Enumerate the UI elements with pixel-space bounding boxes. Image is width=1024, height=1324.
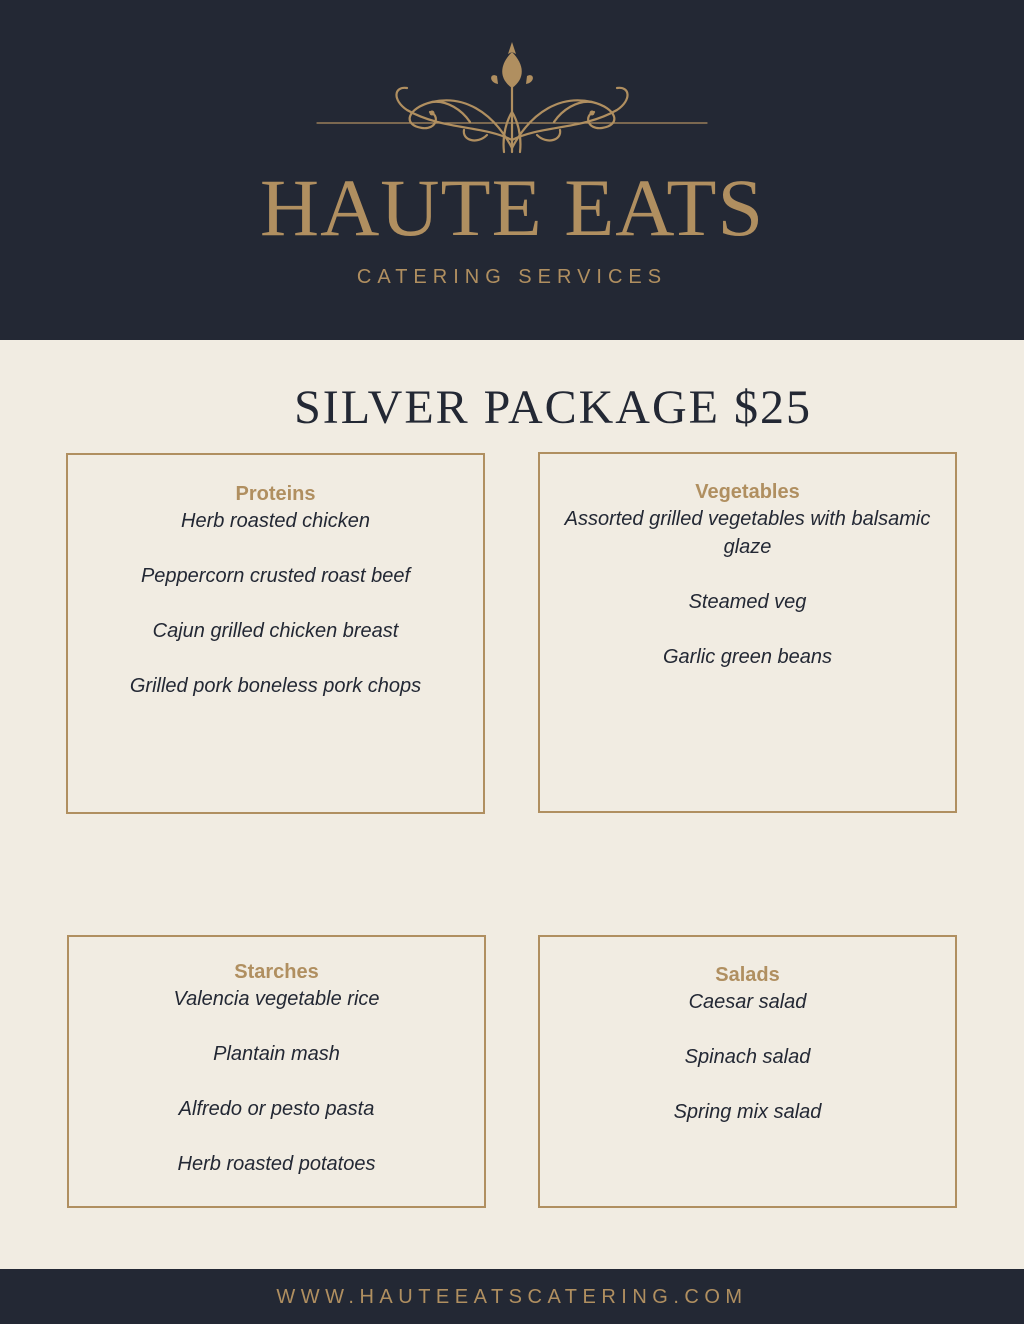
section-heading: Proteins <box>235 483 316 505</box>
menu-item: Grilled pork boneless pork chops <box>129 675 422 697</box>
menu-list <box>540 505 955 671</box>
starches-section <box>67 935 486 1208</box>
menu-item: Cajun grilled chicken breast <box>152 620 399 642</box>
flourish-ornament-icon <box>312 40 712 155</box>
menu-item: Garlic green beans <box>663 646 832 668</box>
section-heading: Vegetables <box>695 481 800 503</box>
website-url: WWW.HAUTEEATSCATERING.COM <box>276 1286 748 1308</box>
menu-item: Spring mix salad <box>673 1101 822 1123</box>
footer-banner <box>0 1269 1024 1324</box>
menu-item: Herb roasted chicken <box>181 510 370 532</box>
menu-item: Caesar salad <box>688 991 807 1013</box>
vegetables-section <box>538 452 957 813</box>
menu-item: Spinach salad <box>684 1046 811 1068</box>
proteins-section <box>66 453 485 814</box>
menu-item: Herb roasted potatoes <box>177 1153 376 1175</box>
menu-list <box>69 985 484 1178</box>
menu-item: Steamed veg <box>688 591 807 613</box>
section-heading: Salads <box>715 964 780 986</box>
brand-tagline: CATERING SERVICES <box>356 266 668 288</box>
menu-list <box>68 507 483 700</box>
salads-section <box>538 935 957 1208</box>
menu-item: Plantain mash <box>213 1043 340 1065</box>
section-heading: Starches <box>234 961 319 983</box>
header-banner <box>0 0 1024 340</box>
menu-item: Assorted grilled vegetables with balsamic glaze <box>564 508 931 558</box>
menu-item: Peppercorn crusted roast beef <box>140 565 411 587</box>
menu-item: Alfredo or pesto pasta <box>178 1098 375 1120</box>
package-title: SILVER PACKAGE $25 <box>294 381 812 434</box>
brand-name: HAUTE EATS <box>259 162 765 253</box>
menu-item: Valencia vegetable rice <box>173 988 380 1010</box>
menu-list <box>540 988 955 1126</box>
